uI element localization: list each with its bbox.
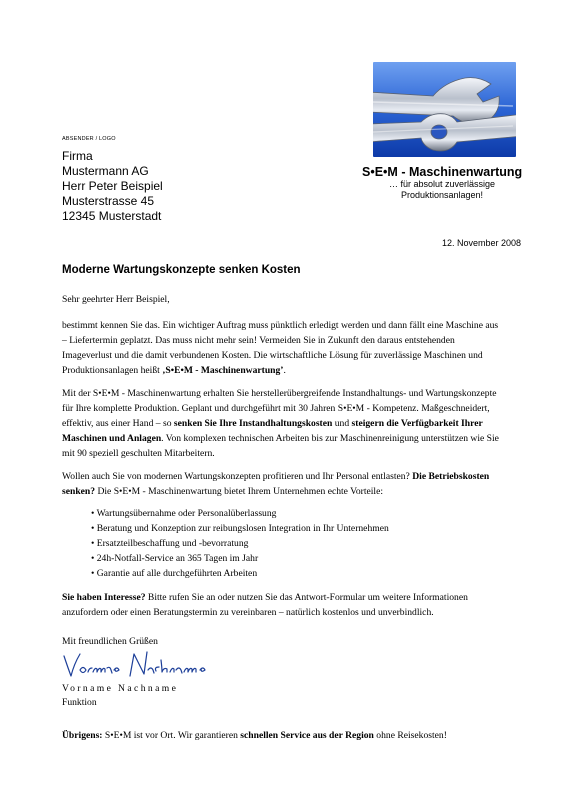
text: Wollen auch Sie von modernen Wartungskonzepten profitieren und Ihr Personal entlasten? xyxy=(62,471,413,482)
recipient-line: Herr Peter Beispiel xyxy=(62,179,163,193)
text: Mit der S•E•M - Maschinenwartung erhalten Sie herstellerübergreifende Instandhaltungs- und Wartungskonzepte für Ihre komplette Produktion. Geplant und durchgeführt mit 30 Jahren S•E•M - Kompetenz. Maßgeschneidert, effektiv, aus einer Hand – so xyxy=(62,388,497,429)
benefit-list xyxy=(91,506,389,581)
letter-date: 12. November 2008 xyxy=(441,238,521,248)
list-item: • 24h-Notfall-Service an 365 Tagen im Jahr xyxy=(91,553,259,564)
text: bestimmt kennen Sie das. Ein wichtiger Auftrag muss pünktlich erledigt werden und dann fällt eine Maschine aus – Liefertermin geplatzt. Das muss nicht mehr sein! Vermeiden Sie in Zukunft den daraus entstehenden Imageverlust und die damit verbundenen Kosten. Die wirtschaftliche Lösung für zuverlässige Maschinen und Produktionsanlagen heißt xyxy=(62,320,499,376)
company-tagline: … für absolut zuverlässige xyxy=(388,179,496,189)
recipient-line: Mustermann AG xyxy=(62,164,149,178)
paragraph-3 xyxy=(62,469,503,499)
paragraph-4 xyxy=(62,590,503,620)
paragraph-1 xyxy=(62,318,503,378)
salutation: Sehr geehrter Herr Beispiel, xyxy=(62,294,170,305)
postscript xyxy=(62,728,503,743)
bold-text: Sie haben Interesse? xyxy=(62,592,146,603)
bold-text: ‚S•E•M - Maschinenwartung’ xyxy=(162,365,284,376)
company-name: S•E•M - Maschinenwartung xyxy=(362,165,523,179)
list-item: • Beratung und Konzeption zur reibungslosen Integration in Ihr Unternehmen xyxy=(91,523,389,534)
list-item: • Garantie auf alle durchgeführten Arbeiten xyxy=(91,568,258,579)
text: . xyxy=(283,365,286,376)
list-item: • Wartungsübernahme oder Personalüberlassung xyxy=(91,508,277,519)
company-tagline: Produktionsanlagen! xyxy=(400,190,484,200)
text: und xyxy=(332,418,352,429)
wrench-photo xyxy=(373,62,516,157)
signer-name: Vorname Nachname xyxy=(62,683,179,694)
paragraph-2 xyxy=(62,386,503,461)
text: Die S•E•M - Maschinenwartung bietet Ihrem Unternehmen echte Vorteile: xyxy=(95,486,384,497)
recipient-line: Firma xyxy=(62,149,93,163)
text: Bitte rufen Sie an oder nutzen Sie das Antwort-Formular um weitere Informationen anzufordern oder einen Beratungstermin zu vereinbaren – natürlich kostenlos und unverbindlich. xyxy=(62,592,468,618)
sender-label: ABSENDER / LOGO xyxy=(62,136,116,142)
letter-subject: Moderne Wartungskonzepte senken Kosten xyxy=(62,264,301,276)
text: S•E•M ist vor Ort. Wir garantieren xyxy=(102,730,241,741)
handwritten-signature xyxy=(62,648,212,682)
list-item: • Ersatzteilbeschaffung und -bevorratung xyxy=(91,538,249,549)
recipient-line: 12345 Musterstadt xyxy=(62,209,162,223)
closing: Mit freundlichen Grüßen xyxy=(62,636,158,647)
signer-role: Funktion xyxy=(62,697,97,708)
text: ohne Reisekosten! xyxy=(373,730,447,741)
bold-text: senken Sie Ihre Instandhaltungskosten xyxy=(173,418,333,429)
bold-text: Die Betriebskosten senken? xyxy=(62,471,490,497)
recipient-address xyxy=(62,149,163,224)
text: . Von komplexen technischen Arbeiten bis zur Maschinenreinigung unterstützen wie Sie mit 90 speziell geschulten Mitarbeitern. xyxy=(62,433,499,459)
bold-text: Übrigens: xyxy=(62,730,103,741)
company-block xyxy=(362,165,522,201)
bold-text: schnellen Service aus der Region xyxy=(240,730,374,741)
recipient-line: Musterstrasse 45 xyxy=(62,194,155,208)
bold-text: steigern die Verfügbarkeit Ihrer Maschinen und Anlagen xyxy=(62,418,483,444)
